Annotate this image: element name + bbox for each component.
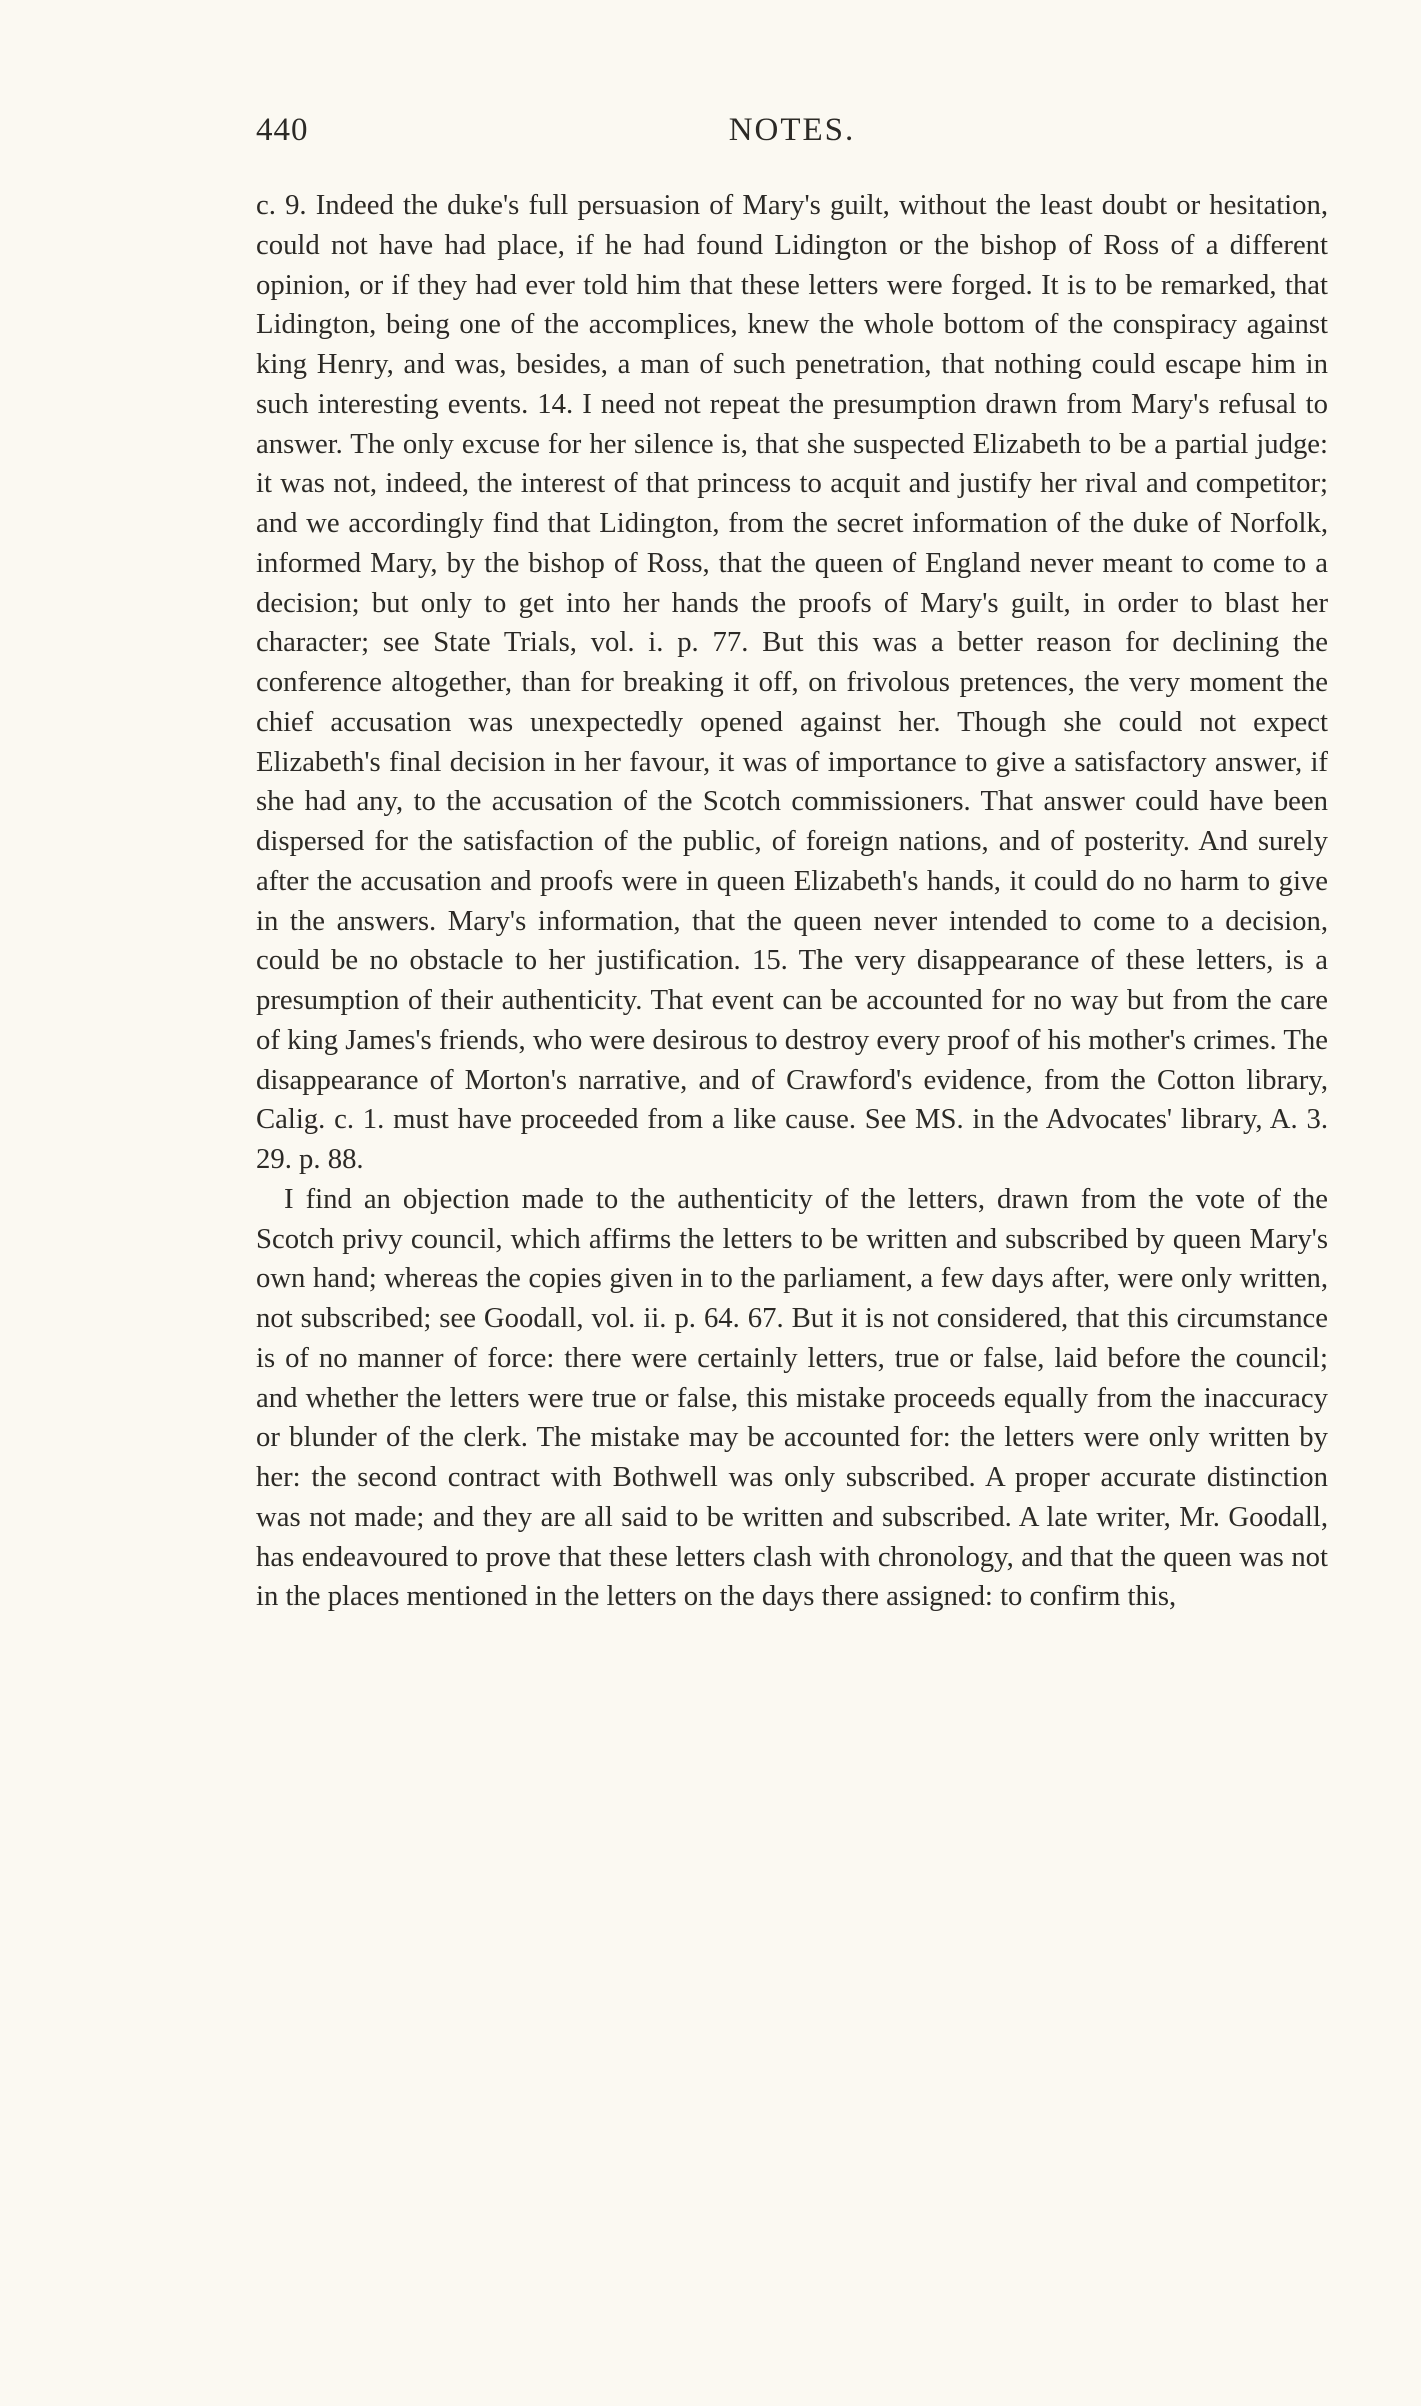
notes-body <box>256 186 1328 1617</box>
page-number: 440 <box>256 112 309 148</box>
paragraph: I find an objection made to the authenticity of the letters, drawn from the vote of the Scotch privy council, which affirms the letters to be written and subscribed by queen Mary's own hand; whereas the copies given in to the parliament, a few days after, were only written, not subscribed; see Goodall, vol. ii. p. 64. 67. But it is not considered, that this circumstance is of no manner of force: there were certainly letters, true or false, laid before the council; and whether the letters were true or false, this mistake proceeds equally from the inaccuracy or blunder of the clerk. The mistake may be accounted for: the letters were only written by her: the second contract with Bothwell was only subscribed. A proper accurate distinction was not made; and they are all said to be written and subscribed. A late writer, Mr. Goodall, has endeavoured to prove that these letters clash with chronology, and that the queen was not in the places mentioned in the letters on the days there assigned: to confirm this, <box>256 1182 1328 1613</box>
paragraph: c. 9. Indeed the duke's full persuasion of Mary's guilt, without the least doubt or hesitation, could not have had place, if he had found Lidington or the bishop of Ross of a different opinion, or if they had ever told him that these letters were forged. It is to be remarked, that Lidington, being one of the accomplices, knew the whole bottom of the conspiracy against king Henry, and was, besides, a man of such penetration, that nothing could escape him in such interesting events. 14. I need not repeat the presumption drawn from Mary's refusal to answer. The only excuse for her silence is, that she suspected Elizabeth to be a partial judge: it was not, indeed, the interest of that princess to acquit and justify her rival and competitor; and we accordingly find that Lidington, from the secret information of the duke of Norfolk, informed Mary, by the bishop of Ross, that the queen of England never meant to come to a decision; but only to get into her hands the proofs of Mary's guilt, in order to blast her character; see State Trials, vol. i. p. 77. But this was a better reason for declining the conference altogether, than for breaking it off, on frivolous pretences, the very moment the chief accusation was unexpectedly opened against her. Though she could not expect Elizabeth's final decision in her favour, it was of importance to give a satisfactory answer, if she had any, to the accusation of the Scotch commissioners. That answer could have been dispersed for the satisfaction of the public, of foreign nations, and of posterity. And surely after the accusation and proofs were in queen Elizabeth's hands, it could do no harm to give in the answers. Mary's information, that the queen never intended to come to a decision, could be no obstacle to her justification. 15. The very disappearance of these letters, is a presumption of their authenticity. That event can be accounted for no way but from the care of king James's friends, who were desirous to destroy every proof of his mother's crimes. The disappearance of Morton's narrative, and of Crawford's evidence, from the Cotton library, Calig. c. 1. must have proceeded from a like cause. See MS. in the Advocates' library, A. 3. 29. p. 88. <box>256 189 1328 1175</box>
running-head: NOTES. <box>728 112 856 148</box>
page-header <box>256 112 1328 162</box>
